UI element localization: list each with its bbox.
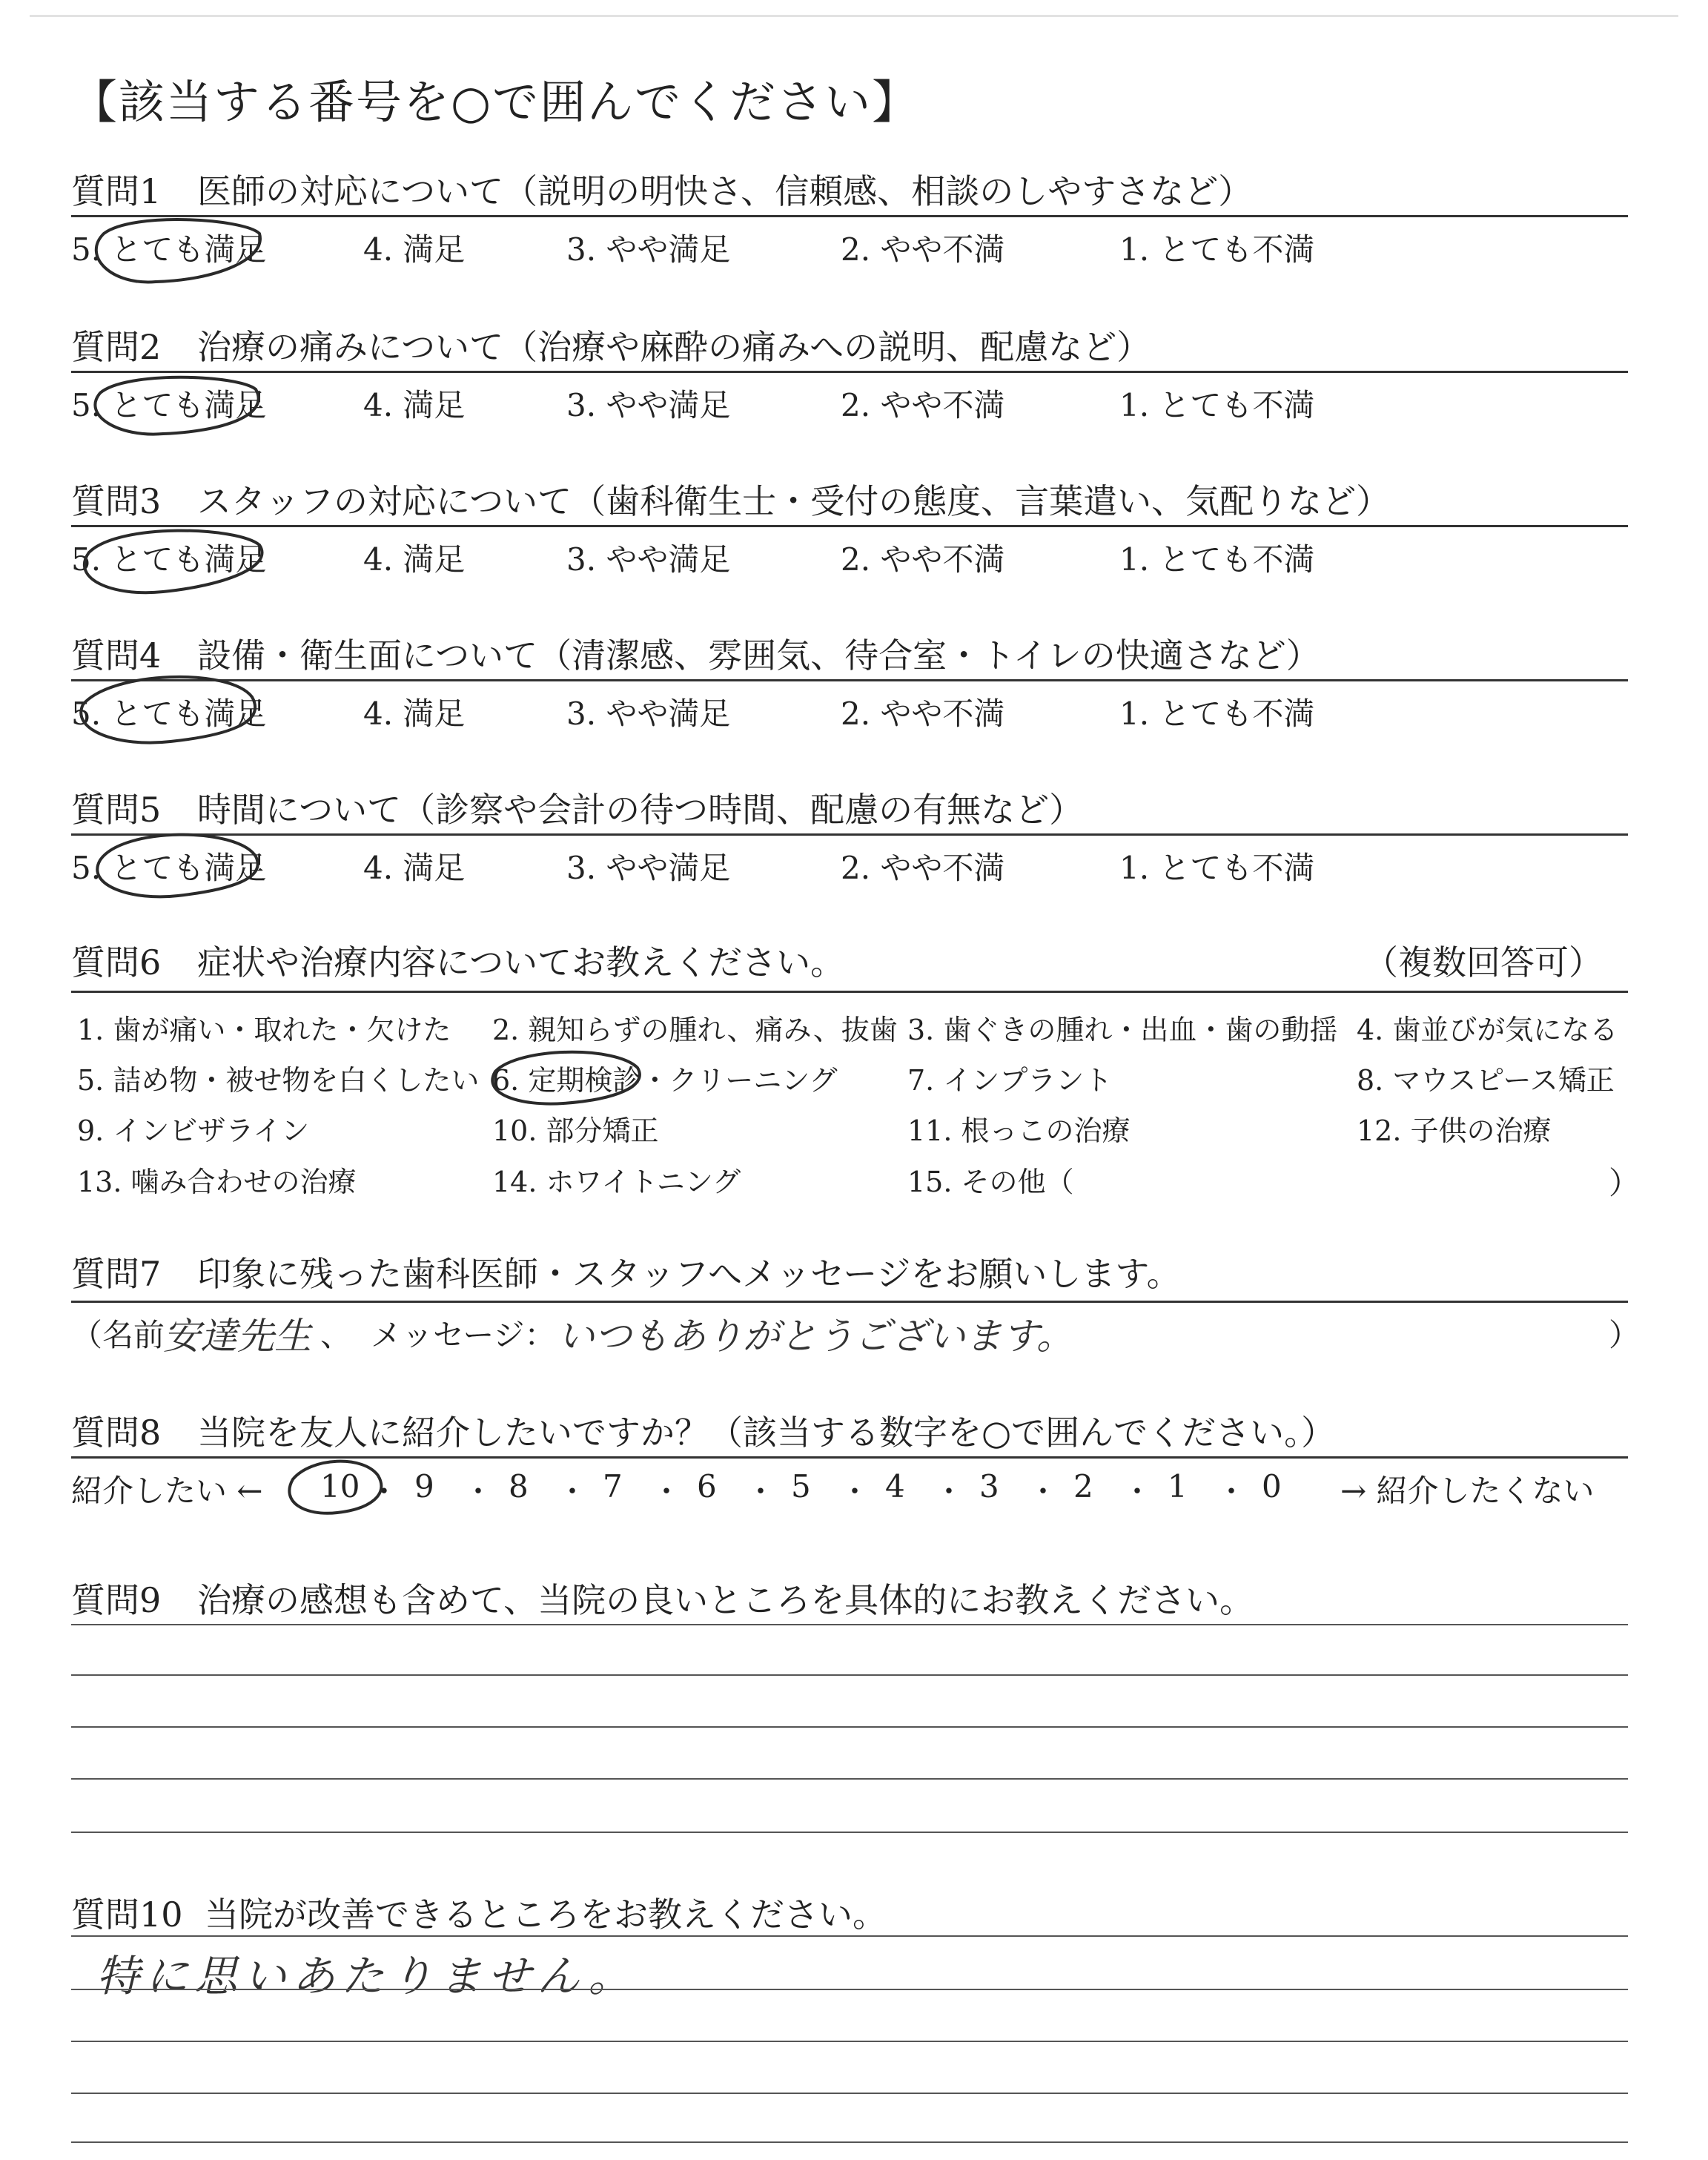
q2-answer-circle	[95, 377, 258, 435]
q1-option-1[interactable]: 1. とても不満	[1119, 231, 1315, 268]
q6-number: 質問6	[71, 942, 162, 982]
q5-option-4[interactable]: 4. 満足	[363, 850, 466, 886]
q10-text: 当院が改善できるところをお教えください。	[205, 1895, 887, 1935]
q8-scale-separator: ・	[746, 1475, 775, 1509]
q5-number: 質問5	[71, 790, 162, 830]
q8-scale-8[interactable]: 8	[509, 1468, 529, 1505]
q6-text: 症状や治療内容についてお教えください。	[197, 942, 845, 982]
q3-option-2[interactable]: 2. やや不満	[841, 541, 1005, 578]
q6-option-10[interactable]: 10. 部分矯正	[492, 1114, 659, 1147]
q6-option-12[interactable]: 12. 子供の治療	[1357, 1114, 1552, 1147]
q6-option-7[interactable]: 7. インプラント	[907, 1064, 1113, 1097]
q5-answer-circle	[97, 835, 257, 897]
q7-number: 質問7	[71, 1254, 162, 1294]
q8-scale-0[interactable]: 0	[1262, 1468, 1282, 1505]
q6-option-6[interactable]: 6. 定期検診・クリーニング	[492, 1064, 838, 1097]
q6-option-15[interactable]: 15. その他（	[907, 1166, 1074, 1198]
q5-option-2[interactable]: 2. やや不満	[841, 850, 1005, 886]
q2-option-4[interactable]: 4. 満足	[363, 387, 466, 423]
q7-close-paren: ）	[1609, 1317, 1641, 1353]
q1-option-2[interactable]: 2. やや不満	[841, 231, 1005, 268]
q3-option-4[interactable]: 4. 満足	[363, 541, 466, 578]
q8-left-label: 紹介したい ←	[71, 1473, 263, 1509]
q6-option-4[interactable]: 4. 歯並びが気になる	[1357, 1014, 1618, 1046]
q6-option-8[interactable]: 8. マウスピース矯正	[1357, 1064, 1615, 1097]
q1-option-3[interactable]: 3. やや満足	[566, 231, 731, 268]
q4-number: 質問4	[71, 635, 162, 676]
q8-scale-5[interactable]: 5	[791, 1468, 811, 1505]
q2-text: 治療の痛みについて（治療や麻酔の痛みへの説明、配慮など）	[197, 327, 1151, 367]
q8-scale-4[interactable]: 4	[885, 1468, 905, 1505]
q6-option-5[interactable]: 5. 詰め物・被せ物を白くしたい	[77, 1064, 480, 1097]
q7-text: 印象に残った歯科医師・スタッフへメッセージをお願いします。	[197, 1254, 1181, 1294]
q1-answer-circle	[96, 219, 260, 282]
q5-text: 時間について（診察や会計の待つ時間、配慮の有無など）	[197, 790, 1084, 830]
q8-scale-3[interactable]: 3	[979, 1468, 999, 1505]
q8-scale-separator: ・	[1122, 1475, 1152, 1509]
q8-scale-separator: ・	[652, 1475, 681, 1509]
q7-name-label: （名前	[71, 1317, 165, 1353]
q8-scale-9[interactable]: 9	[414, 1468, 434, 1505]
q3-option-5[interactable]: 5. とても満足	[71, 541, 267, 578]
q8-scale-separator: ・	[934, 1475, 964, 1509]
q6-option-9[interactable]: 9. インビザライン	[77, 1114, 310, 1147]
q4-text: 設備・衛生面について（清潔感、雰囲気、待合室・トイレの快適さなど）	[197, 635, 1320, 676]
q8-scale-7[interactable]: 7	[603, 1468, 623, 1505]
q6-other-close-paren: ）	[1609, 1165, 1641, 1201]
q5-option-1[interactable]: 1. とても不満	[1119, 850, 1315, 886]
q1-text: 医師の対応について（説明の明快さ、信頼感、相談のしやすさなど）	[197, 171, 1253, 211]
q6-option-13[interactable]: 13. 噛み合わせの治療	[77, 1166, 357, 1198]
q8-scale-separator: ・	[840, 1475, 870, 1509]
q4-option-5[interactable]: 5. とても満足	[71, 696, 267, 732]
q2-option-1[interactable]: 1. とても不満	[1119, 387, 1315, 423]
q1-number: 質問1	[71, 171, 162, 211]
q8-answer-circle	[289, 1462, 381, 1513]
q3-answer-circle	[85, 531, 262, 593]
q6-answer-circle	[492, 1052, 640, 1104]
q8-scale-1[interactable]: 1	[1168, 1468, 1188, 1505]
q10-number: 質問10	[71, 1895, 183, 1935]
q8-scale-10[interactable]: 10	[320, 1468, 360, 1505]
q4-option-4[interactable]: 4. 満足	[363, 696, 466, 732]
q4-option-3[interactable]: 3. やや満足	[566, 696, 731, 732]
q5-option-5[interactable]: 5. とても満足	[71, 850, 267, 886]
q3-number: 質問3	[71, 481, 162, 521]
q6-multiple-note: （複数回答可）	[1364, 942, 1603, 982]
q5-option-3[interactable]: 3. やや満足	[566, 850, 731, 886]
q3-option-3[interactable]: 3. やや満足	[566, 541, 731, 578]
q8-scale-separator: ・	[557, 1475, 587, 1509]
q8-scale-separator: ・	[369, 1475, 399, 1509]
q7-message-handwritten: いつもありがとうございます。	[557, 1315, 1073, 1358]
q3-text: スタッフの対応について（歯科衛生士・受付の態度、言葉遣い、気配りなど）	[197, 481, 1391, 521]
q8-number: 質問8	[71, 1413, 162, 1453]
q2-option-3[interactable]: 3. やや満足	[566, 387, 731, 423]
q6-option-2[interactable]: 2. 親知らずの腫れ、痛み、抜歯	[492, 1014, 898, 1046]
q8-scale-2[interactable]: 2	[1073, 1468, 1093, 1505]
q4-option-2[interactable]: 2. やや不満	[841, 696, 1005, 732]
q8-text: 当院を友人に紹介したいですか？（該当する数字を○で囲んでください。）	[197, 1413, 1336, 1453]
q7-name-handwritten: 安達先生	[163, 1315, 311, 1358]
page-title: 【該当する番号を○で囲んでください】	[71, 75, 920, 129]
q9-number: 質問9	[71, 1580, 162, 1620]
q8-right-label: → 紹介したくない	[1340, 1473, 1595, 1509]
q4-option-1[interactable]: 1. とても不満	[1119, 696, 1315, 732]
q10-answer-handwritten: 特に思いあたりません。	[96, 1951, 638, 2001]
q2-number: 質問2	[71, 327, 162, 367]
q6-option-1[interactable]: 1. 歯が痛い・取れた・欠けた	[77, 1014, 451, 1046]
q3-option-1[interactable]: 1. とても不満	[1119, 541, 1315, 578]
q8-scale-separator: ・	[463, 1475, 493, 1509]
q6-option-14[interactable]: 14. ホワイトニング	[492, 1166, 741, 1198]
q8-scale-separator: ・	[1028, 1475, 1058, 1509]
q4-answer-circle	[81, 677, 255, 743]
q6-option-3[interactable]: 3. 歯ぐきの腫れ・出血・歯の動揺	[907, 1014, 1338, 1046]
q1-option-5[interactable]: 5. とても満足	[71, 231, 267, 268]
q7-message-label: メッセージ：	[371, 1317, 556, 1353]
q8-scale-separator: ・	[1217, 1475, 1246, 1509]
q2-option-5[interactable]: 5. とても満足	[71, 387, 267, 423]
q6-option-11[interactable]: 11. 根っこの治療	[907, 1114, 1131, 1147]
q8-scale-6[interactable]: 6	[697, 1468, 717, 1505]
q1-option-4[interactable]: 4. 満足	[363, 231, 466, 268]
q7-comma: 、	[320, 1317, 352, 1353]
q9-text: 治療の感想も含めて、当院の良いところを具体的にお教えください。	[197, 1580, 1254, 1620]
q2-option-2[interactable]: 2. やや不満	[841, 387, 1005, 423]
